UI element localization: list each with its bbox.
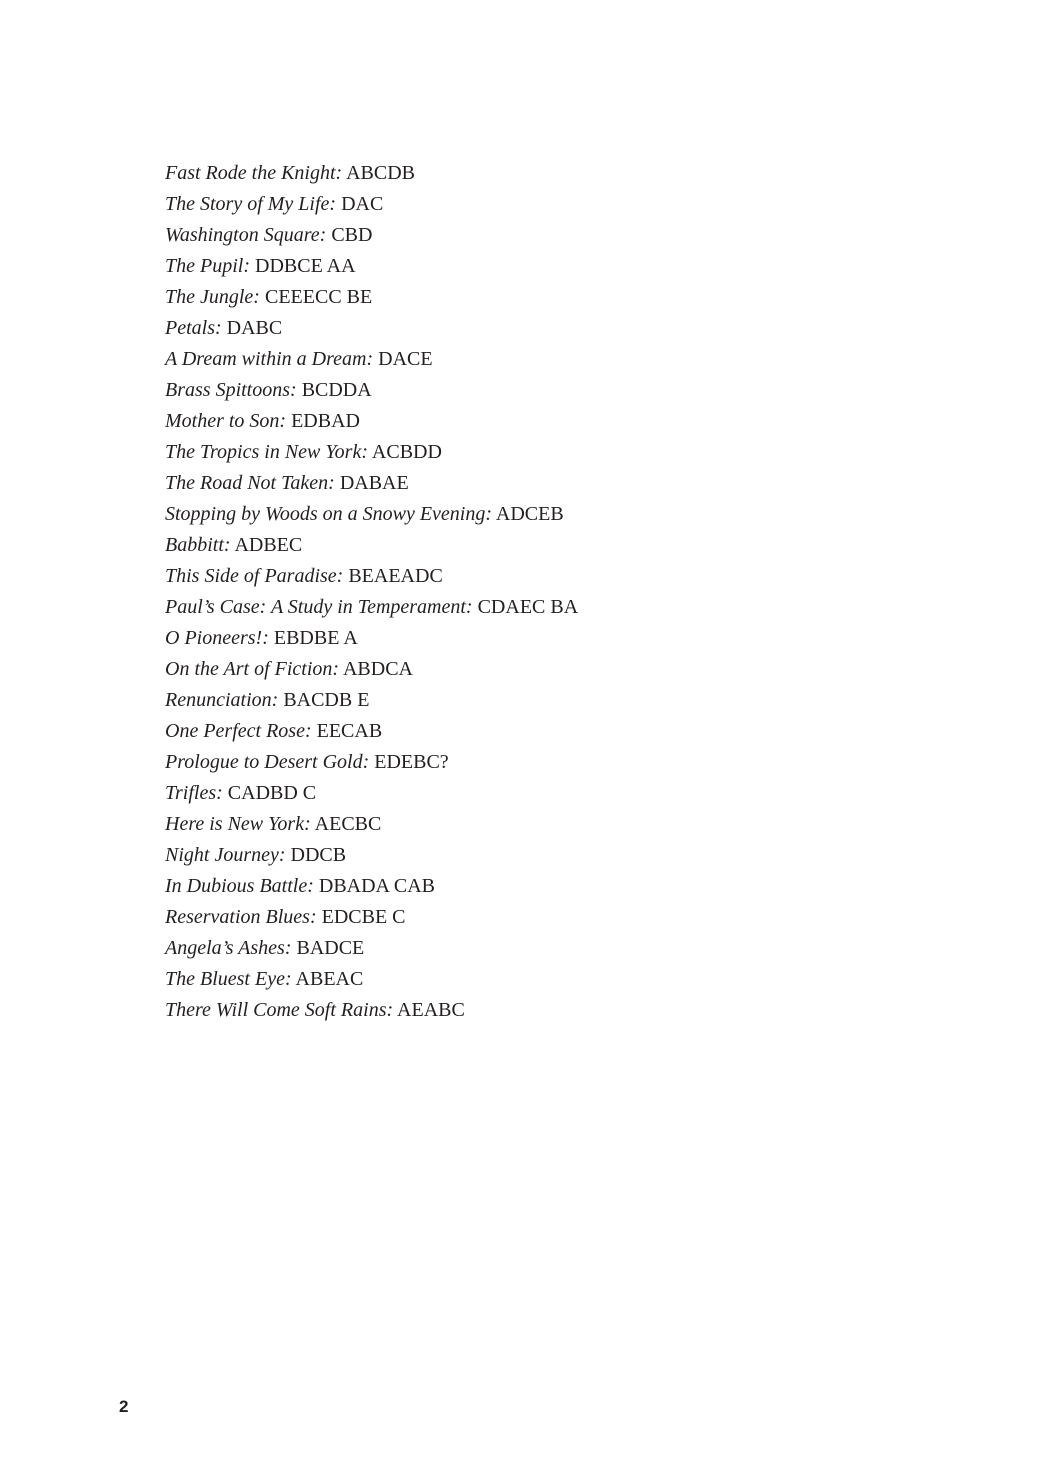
answer-line	[165, 158, 578, 189]
answer-line	[165, 313, 578, 344]
answer-key: DABAE	[339, 472, 409, 494]
work-title: Here is New York:	[165, 813, 311, 835]
work-title: Night Journey:	[165, 844, 286, 866]
answer-line	[165, 747, 578, 778]
page-number: 2	[119, 1397, 129, 1416]
answer-key: ABEAC	[295, 968, 364, 990]
answer-line	[165, 809, 578, 840]
work-title: Washington Square:	[165, 224, 327, 246]
answer-key: DACE	[378, 348, 433, 370]
work-title: One Perfect Rose:	[165, 720, 312, 742]
answer-line	[165, 685, 578, 716]
answer-line	[165, 189, 578, 220]
work-title: Petals:	[165, 317, 222, 339]
answer-key: BACDB E	[283, 689, 370, 711]
answer-key-list	[165, 158, 578, 1026]
answer-line	[165, 871, 578, 902]
work-title: The Pupil:	[165, 255, 250, 277]
work-title: The Bluest Eye:	[165, 968, 292, 990]
answer-key: ADCEB	[495, 503, 564, 525]
work-title: A Dream within a Dream:	[165, 348, 374, 370]
work-title: Trifles:	[165, 782, 223, 804]
work-title: Prologue to Desert Gold:	[165, 751, 370, 773]
work-title: Reservation Blues:	[165, 906, 317, 928]
answer-line	[165, 375, 578, 406]
answer-key: DDCB	[290, 844, 347, 866]
answer-key: ABCDB	[346, 162, 416, 184]
answer-key: EDCBE C	[321, 906, 406, 928]
work-title: The Story of My Life:	[165, 193, 337, 215]
answer-key: ACBDD	[371, 441, 442, 463]
work-title: Babbitt:	[165, 534, 231, 556]
answer-line	[165, 251, 578, 282]
work-title: The Tropics in New York:	[165, 441, 368, 463]
work-title: Angela’s Ashes:	[165, 937, 292, 959]
answer-line	[165, 220, 578, 251]
answer-key: EDBAD	[291, 410, 360, 432]
work-title: Stopping by Woods on a Snowy Evening:	[165, 503, 493, 525]
answer-line	[165, 406, 578, 437]
answer-key: DAC	[341, 193, 384, 215]
answer-key: CDAEC BA	[477, 596, 579, 618]
answer-line	[165, 499, 578, 530]
answer-line	[165, 592, 578, 623]
answer-key: AEABC	[397, 999, 465, 1021]
answer-key: AECBC	[314, 813, 382, 835]
answer-key: DBADA CAB	[318, 875, 436, 897]
work-title: There Will Come Soft Rains:	[165, 999, 394, 1021]
answer-line	[165, 468, 578, 499]
answer-line	[165, 716, 578, 747]
answer-line	[165, 623, 578, 654]
answer-line	[165, 933, 578, 964]
answer-key: ADBEC	[234, 534, 303, 556]
work-title: This Side of Paradise:	[165, 565, 344, 587]
answer-line	[165, 964, 578, 995]
work-title: Mother to Son:	[165, 410, 287, 432]
answer-line	[165, 437, 578, 468]
work-title: Fast Rode the Knight:	[165, 162, 343, 184]
work-title: In Dubious Battle:	[165, 875, 314, 897]
answer-line	[165, 530, 578, 561]
answer-key: CADBD C	[227, 782, 317, 804]
answer-line	[165, 561, 578, 592]
answer-key: DABC	[226, 317, 283, 339]
answer-key: BEAEADC	[348, 565, 443, 587]
answer-line	[165, 995, 578, 1026]
answer-line	[165, 654, 578, 685]
work-title: Paul’s Case: A Study in Temperament:	[165, 596, 473, 618]
work-title: The Jungle:	[165, 286, 260, 308]
answer-line	[165, 282, 578, 313]
work-title: O Pioneers!:	[165, 627, 269, 649]
answer-key: CBD	[331, 224, 373, 246]
answer-key: CEEECC BE	[264, 286, 373, 308]
answer-key: BCDDA	[301, 379, 372, 401]
answer-key: ABDCA	[342, 658, 413, 680]
answer-line	[165, 778, 578, 809]
work-title: On the Art of Fiction:	[165, 658, 340, 680]
work-title: The Road Not Taken:	[165, 472, 335, 494]
answer-key: DDBCE AA	[255, 255, 356, 277]
answer-key: BADCE	[296, 937, 365, 959]
answer-line	[165, 344, 578, 375]
work-title: Renunciation:	[165, 689, 279, 711]
answer-line	[165, 902, 578, 933]
answer-key: EDEBC?	[374, 751, 449, 773]
answer-line	[165, 840, 578, 871]
work-title: Brass Spittoons:	[165, 379, 297, 401]
answer-key: EECAB	[316, 720, 383, 742]
answer-key: EBDBE A	[273, 627, 358, 649]
